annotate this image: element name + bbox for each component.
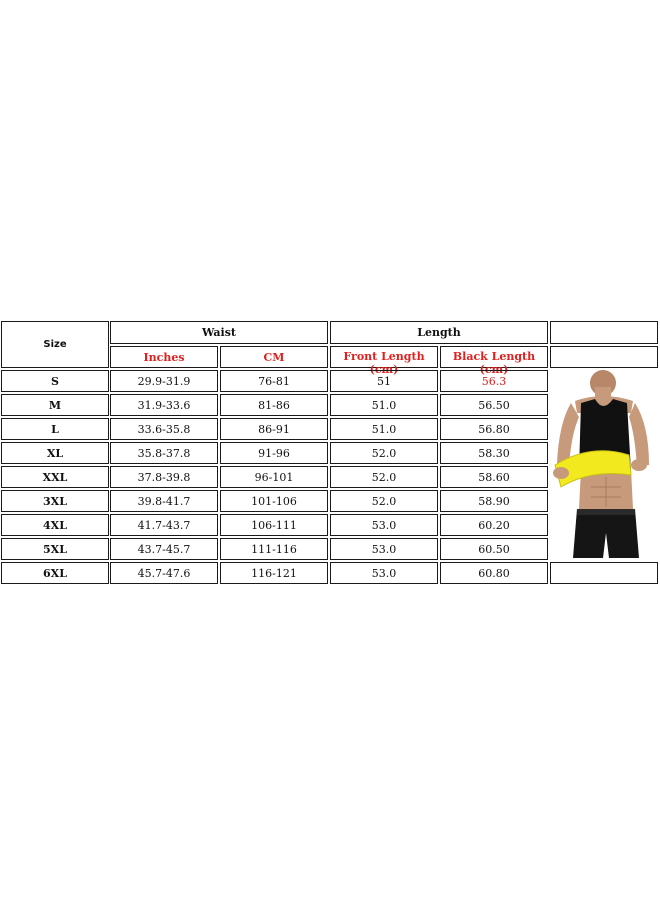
back-length-cell: 58.30 bbox=[440, 442, 548, 464]
inches-cell: 41.7-43.7 bbox=[110, 514, 218, 536]
size-cell: 5XL bbox=[1, 538, 109, 560]
front-length-cell: 52.0 bbox=[330, 466, 438, 488]
cm-cell: 76-81 bbox=[220, 370, 328, 392]
inches-cell: 35.8-37.8 bbox=[110, 442, 218, 464]
front-length-cell: 53.0 bbox=[330, 538, 438, 560]
cm-cell: 106-111 bbox=[220, 514, 328, 536]
front-length-cell: 53.0 bbox=[330, 562, 438, 584]
inches-cell: 39.8-41.7 bbox=[110, 490, 218, 512]
size-cell: XXL bbox=[1, 466, 109, 488]
black-length-subheader: Black Length (cm) bbox=[440, 346, 548, 368]
waist-header: Waist bbox=[110, 321, 328, 344]
size-cell: 3XL bbox=[1, 490, 109, 512]
cm-cell: 116-121 bbox=[220, 562, 328, 584]
front-length-cell: 52.0 bbox=[330, 442, 438, 464]
cm-cell: 101-106 bbox=[220, 490, 328, 512]
size-header: Size bbox=[1, 321, 109, 368]
blank-photo-footer-cell bbox=[550, 562, 658, 584]
back-length-cell: 60.80 bbox=[440, 562, 548, 584]
back-length-cell: 56.80 bbox=[440, 418, 548, 440]
size-cell: S bbox=[1, 370, 109, 392]
inches-cell: 31.9-33.6 bbox=[110, 394, 218, 416]
back-length-cell: 60.50 bbox=[440, 538, 548, 560]
inches-subheader: Inches bbox=[110, 346, 218, 368]
size-cell: M bbox=[1, 394, 109, 416]
cm-cell: 81-86 bbox=[220, 394, 328, 416]
front-length-cell: 51.0 bbox=[330, 394, 438, 416]
front-length-subheader: Front Length (cm) bbox=[330, 346, 438, 368]
back-length-cell: 56.50 bbox=[440, 394, 548, 416]
size-cell: XL bbox=[1, 442, 109, 464]
size-cell: 4XL bbox=[1, 514, 109, 536]
model-photo bbox=[551, 373, 658, 558]
front-length-cell: 53.0 bbox=[330, 514, 438, 536]
front-length-cell: 52.0 bbox=[330, 490, 438, 512]
back-length-cell: 56.3 bbox=[440, 370, 548, 392]
cm-cell: 86-91 bbox=[220, 418, 328, 440]
size-cell: 6XL bbox=[1, 562, 109, 584]
inches-cell: 33.6-35.8 bbox=[110, 418, 218, 440]
model-wearing-sweat-vest-icon bbox=[551, 373, 658, 558]
inches-cell: 29.9-31.9 bbox=[110, 370, 218, 392]
front-length-cell: 51.0 bbox=[330, 418, 438, 440]
blank-subheader-cell bbox=[550, 346, 658, 368]
inches-cell: 45.7-47.6 bbox=[110, 562, 218, 584]
back-length-cell: 58.60 bbox=[440, 466, 548, 488]
cm-cell: 91-96 bbox=[220, 442, 328, 464]
blank-header-cell bbox=[550, 321, 658, 344]
back-length-cell: 60.20 bbox=[440, 514, 548, 536]
length-header: Length bbox=[330, 321, 548, 344]
front-length-cell: 51 bbox=[330, 370, 438, 392]
cm-subheader: CM bbox=[220, 346, 328, 368]
inches-cell: 43.7-45.7 bbox=[110, 538, 218, 560]
inches-cell: 37.8-39.8 bbox=[110, 466, 218, 488]
cm-cell: 96-101 bbox=[220, 466, 328, 488]
back-length-cell: 58.90 bbox=[440, 490, 548, 512]
cm-cell: 111-116 bbox=[220, 538, 328, 560]
size-cell: L bbox=[1, 418, 109, 440]
